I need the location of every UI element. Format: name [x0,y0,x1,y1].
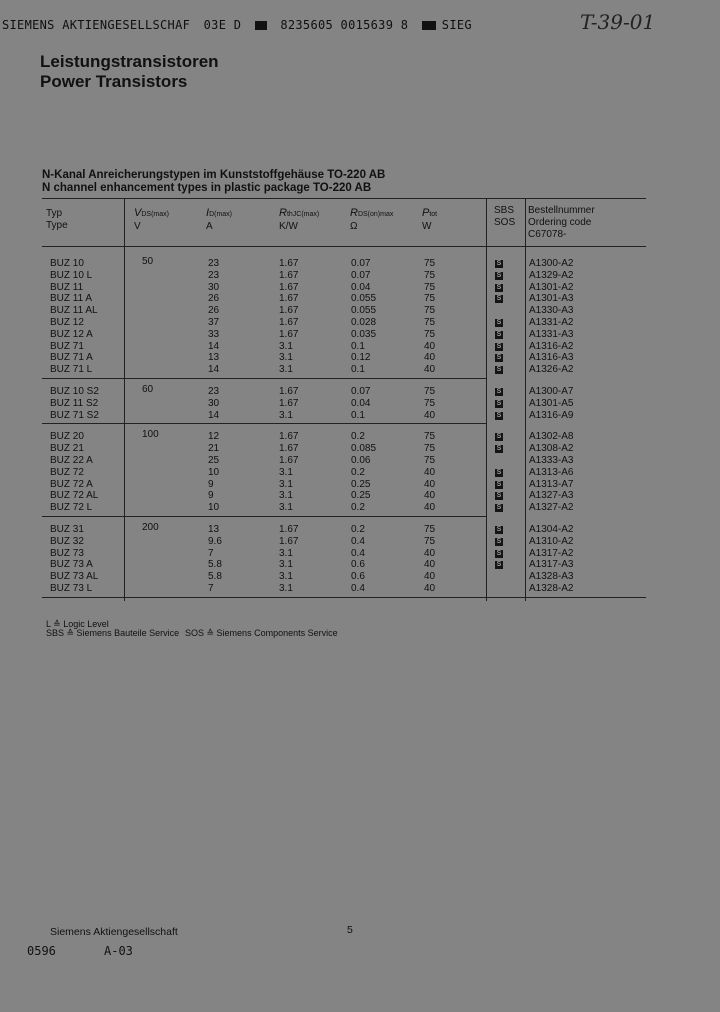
cell-type: BUZ 71 S2 [50,409,99,421]
cell-id: 30 [208,281,220,293]
cell-type: BUZ 11 [50,281,84,293]
cell-order: A1331-A2 [529,317,574,328]
cell-order: A1313-A7 [529,478,574,490]
sbs-badge: S [496,411,502,419]
cell-order: A1300-A7 [529,386,574,397]
cell-ptot: 40 [424,340,436,352]
page-title-de: Leistungstransistoren [40,52,219,71]
footer-code-1: 0596 [27,944,56,958]
cell-type: BUZ 22 A [50,455,93,466]
group-separator-rule [42,423,486,424]
cell-ptot: 75 [424,431,436,443]
cell-rds: 0.6 [351,571,365,583]
cell-rth: 3.1 [279,352,293,364]
cell-ptot: 40 [424,583,436,594]
group-separator-rule [42,516,486,517]
group-vds: 100 [142,429,159,441]
group-vds: 200 [142,522,159,533]
cell-id: 30 [208,397,220,409]
subtitle-de: N-Kanal Anreicherungstypen im Kunststoffgehäuse TO-220 AB [42,169,386,181]
cell-order: A1304-A2 [529,524,574,535]
cell-rth: 1.67 [279,317,299,328]
page-title-en: Power Transistors [40,72,188,91]
cell-rth: 1.67 [279,397,299,409]
cell-rds: 0.07 [351,386,371,397]
cell-rth: 3.1 [279,571,293,583]
cell-id: 37 [208,317,220,328]
cell-type: BUZ 73 AL [50,571,99,583]
cell-order: A1316-A9 [529,409,574,421]
cell-ptot: 75 [424,281,436,293]
cell-rth: 1.67 [279,328,299,340]
cell-ptot: 40 [424,571,436,583]
header-rds: RDS(on)max Ω [350,207,394,232]
cell-order: A1300-A2 [529,258,574,269]
cell-type: BUZ 11 S2 [50,397,99,409]
cell-type: BUZ 11 A [50,293,93,305]
sbs-badge: S [496,283,502,291]
header-id: ID(max) A [206,207,233,232]
cell-order: A1316-A2 [529,340,574,352]
sbs-badge: S [496,549,502,557]
cell-rds: 0.085 [351,443,377,455]
cell-ptot: 40 [424,364,436,376]
sbs-badge: S [496,271,502,279]
cell-rth: 1.67 [279,431,299,443]
cell-rds: 0.04 [351,397,371,409]
cell-ptot: 75 [424,386,436,397]
cell-id: 25 [208,455,220,466]
cell-rds: 0.4 [351,535,365,547]
sbs-badge: S [496,480,502,488]
group-separator-rule [42,597,646,598]
cell-id: 9 [208,478,214,490]
sbs-badge: S [496,319,502,326]
cell-order: A1313-A6 [529,466,574,478]
cell-rds: 0.1 [351,340,365,352]
cell-id: 7 [208,547,214,559]
cell-rds: 0.055 [351,305,377,317]
cell-order: A1333-A3 [529,455,574,466]
sbs-badge: S [496,433,502,441]
table-header-rule [42,246,646,247]
cell-order: A1301-A2 [529,281,574,293]
table-top-rule [42,198,646,199]
sbs-badge: S [496,537,502,545]
column-rule [525,198,526,601]
cell-ptot: 40 [424,502,436,514]
cell-id: 23 [208,269,220,281]
cell-order: A1317-A2 [529,547,574,559]
sbs-badge: S [496,366,502,374]
header-company: SIEMENS AKTIENGESELLSCHAF [2,18,191,32]
cell-ptot: 40 [424,478,436,490]
cell-rds: 0.4 [351,583,365,594]
cell-type: BUZ 73 [50,547,84,559]
cell-ptot: 75 [424,328,436,340]
cell-rds: 0.4 [351,547,365,559]
cell-rth: 3.1 [279,583,293,594]
cell-rds: 0.25 [351,478,371,490]
sbs-badge: S [496,354,502,362]
cell-rds: 0.07 [351,269,371,281]
cell-rth: 3.1 [279,409,293,421]
cell-ptot: 75 [424,397,436,409]
cell-type: BUZ 71 [50,340,84,352]
cell-rth: 1.67 [279,293,299,305]
cell-rds: 0.055 [351,293,377,305]
cell-ptot: 40 [424,466,436,478]
cell-type: BUZ 71 A [50,352,93,364]
cell-id: 9.6 [208,535,222,547]
cell-rds: 0.1 [351,364,365,376]
cell-type: BUZ 32 [50,535,84,547]
cell-type: BUZ 12 A [50,328,93,340]
cell-rth: 3.1 [279,559,293,571]
handwritten-note: T-39-01 [580,10,656,34]
cell-type: BUZ 10 S2 [50,386,99,397]
header-ptot: Ptot W [422,207,438,232]
header-sbs: SBS SOS [494,205,516,228]
cell-ptot: 75 [424,524,436,535]
footnote-sbs: SBS ≙ Siemens Bauteile Service [46,628,180,638]
cell-type: BUZ 21 [50,443,84,455]
cell-rds: 0.2 [351,524,365,535]
cell-ptot: 40 [424,547,436,559]
cell-id: 9 [208,490,214,502]
cell-id: 10 [208,466,220,478]
cell-rds: 0.25 [351,490,371,502]
cell-rds: 0.1 [351,409,365,421]
sbs-badge: S [496,504,502,512]
cell-id: 12 [208,431,220,443]
cell-id: 23 [208,258,220,269]
cell-rds: 0.07 [351,258,371,269]
cell-type: BUZ 72 AL [50,490,99,502]
cell-rds: 0.6 [351,559,365,571]
cell-type: BUZ 20 [50,431,84,443]
cell-ptot: 75 [424,443,436,455]
cell-rds: 0.2 [351,502,365,514]
cell-order: A1331-A3 [529,328,574,340]
footer-company: Siemens Aktiengesellschaft [50,926,178,938]
cell-type: BUZ 12 [50,317,84,328]
column-rule [486,198,487,601]
sbs-badge: S [496,561,502,569]
cell-type: BUZ 73 L [50,583,93,594]
cell-type: BUZ 73 A [50,559,93,571]
cell-rds: 0.04 [351,281,371,293]
cell-order: A1317-A3 [529,559,574,571]
cell-ptot: 40 [424,490,436,502]
sbs-badge: S [496,388,502,395]
cell-rds: 0.2 [351,431,365,443]
cell-rth: 1.67 [279,443,299,455]
sbs-badge: S [496,399,502,407]
header-type: Typ Type [46,208,68,231]
sbs-badge: S [496,526,502,533]
cell-type: BUZ 11 AL [50,305,98,317]
footnote-logic-level: L ≙ Logic Level [46,619,109,629]
header-vds: VDS(max) V [134,207,169,232]
cell-ptot: 75 [424,258,436,269]
cell-rth: 1.67 [279,258,299,269]
cell-ptot: 75 [424,317,436,328]
cell-rth: 1.67 [279,535,299,547]
header-rth: RthJC(max) K/W [279,207,320,232]
sbs-badge: S [496,342,502,350]
cell-order: A1308-A2 [529,443,574,455]
cell-ptot: 40 [424,409,436,421]
cell-rds: 0.2 [351,466,365,478]
cell-id: 33 [208,328,220,340]
cell-order: A1302-A8 [529,431,574,443]
cell-rth: 1.67 [279,524,299,535]
group-separator-rule [42,378,486,379]
footer-code-2: A-03 [104,944,133,958]
sbs-badge: S [496,295,502,303]
group-vds: 60 [142,384,154,395]
cell-id: 14 [208,409,220,421]
cell-rth: 3.1 [279,478,293,490]
cell-rth: 1.67 [279,269,299,281]
cell-rds: 0.06 [351,455,371,466]
cell-ptot: 40 [424,559,436,571]
sbs-badge: S [496,330,502,338]
scan-header-line [2,18,478,32]
header-sieg: SIEG [441,18,472,32]
sbs-badge: S [496,468,502,476]
cell-type: BUZ 72 [50,466,84,478]
cell-ptot: 75 [424,455,436,466]
redacted-block-icon [255,21,267,30]
cell-rds: 0.12 [351,352,371,364]
cell-id: 13 [208,524,220,535]
cell-type: BUZ 31 [50,524,84,535]
cell-id: 21 [208,443,220,455]
cell-rth: 1.67 [279,281,299,293]
cell-id: 14 [208,364,220,376]
cell-type: BUZ 71 L [50,364,93,376]
cell-order: A1301-A5 [529,397,574,409]
cell-id: 23 [208,386,220,397]
column-rule [124,198,125,601]
cell-rth: 3.1 [279,547,293,559]
cell-ptot: 75 [424,535,436,547]
cell-type: BUZ 10 L [50,269,93,281]
cell-type: BUZ 72 A [50,478,93,490]
cell-ptot: 40 [424,352,436,364]
group-vds: 50 [142,256,154,267]
header-barcode-number: 8235605 0015639 8 [280,18,409,32]
cell-rth: 1.67 [279,455,299,466]
cell-id: 5.8 [208,571,222,583]
cell-order: A1330-A3 [529,305,574,317]
cell-rth: 3.1 [279,340,293,352]
sbs-badge: S [496,260,502,267]
cell-ptot: 75 [424,293,436,305]
footnote-sos: SOS ≙ Siemens Components Service [185,628,338,638]
cell-id: 26 [208,293,220,305]
cell-order: A1327-A3 [529,490,574,502]
header-order: Bestellnummer Ordering code C67078- [528,205,595,240]
cell-rth: 1.67 [279,386,299,397]
cell-order: A1328-A2 [529,583,574,594]
subtitle-en: N channel enhancement types in plastic package TO-220 AB [42,182,372,194]
cell-rth: 1.67 [279,305,299,317]
cell-id: 10 [208,502,220,514]
cell-order: A1328-A3 [529,571,574,583]
cell-id: 14 [208,340,220,352]
cell-id: 26 [208,305,220,317]
transistor-table [42,198,646,610]
cell-id: 13 [208,352,220,364]
cell-rds: 0.028 [351,317,377,328]
cell-order: A1327-A2 [529,502,574,514]
redacted-block-icon [422,21,436,30]
cell-type: BUZ 10 [50,258,84,269]
cell-order: A1316-A3 [529,352,574,364]
footer-page-number: 5 [347,924,353,936]
cell-order: A1301-A3 [529,293,574,305]
cell-rds: 0.035 [351,328,377,340]
cell-order: A1329-A2 [529,269,574,281]
cell-rth: 3.1 [279,502,293,514]
cell-order: A1310-A2 [529,535,574,547]
cell-type: BUZ 72 L [50,502,93,514]
cell-rth: 3.1 [279,490,293,502]
cell-ptot: 75 [424,305,436,317]
header-code: 03E D [203,18,242,32]
cell-order: A1326-A2 [529,364,574,376]
sbs-badge: S [496,492,502,500]
sbs-badge: S [496,445,502,453]
cell-id: 5.8 [208,559,222,571]
cell-id: 7 [208,583,214,594]
cell-rth: 3.1 [279,466,293,478]
cell-rth: 3.1 [279,364,293,376]
cell-ptot: 75 [424,269,436,281]
